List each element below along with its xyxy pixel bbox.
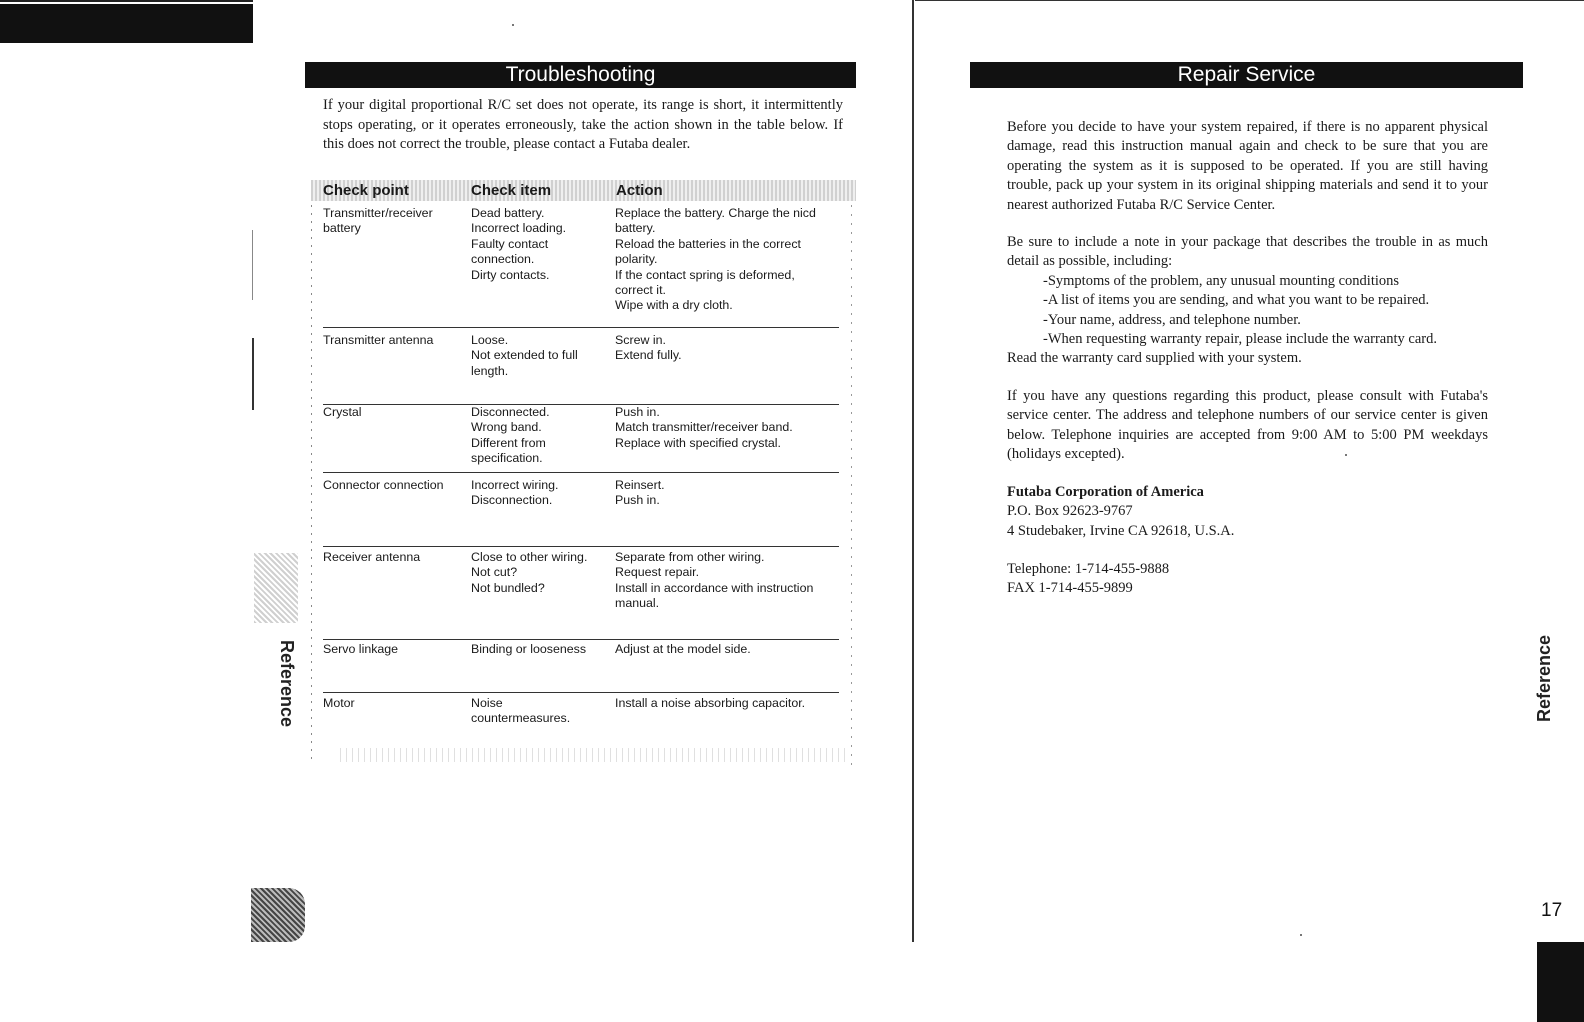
action: If the contact spring is deformed, correct it. xyxy=(615,267,795,298)
edge-mark xyxy=(252,338,254,410)
table-right-border xyxy=(851,205,852,765)
check-item: Not cut? xyxy=(471,565,518,580)
table-header xyxy=(311,180,856,201)
scan-speck xyxy=(1345,454,1347,456)
action: Adjust at the model side. xyxy=(615,642,751,656)
row-divider xyxy=(323,472,839,473)
check-items xyxy=(471,642,606,657)
action: Install a noise absorbing capacitor. xyxy=(615,696,806,710)
row-divider xyxy=(323,546,839,547)
column-header-action: Action xyxy=(616,182,663,199)
scan-speck xyxy=(512,24,514,26)
check-item: Binding or looseness xyxy=(471,642,587,656)
check-item: Different from specification. xyxy=(471,435,546,466)
repair-paragraph-2 xyxy=(1007,233,1488,369)
check-items xyxy=(471,206,606,283)
fax: FAX 1-714-455-9899 xyxy=(1007,580,1133,597)
check-point: Transmitter/receiver battery xyxy=(323,206,433,236)
top-rule-right xyxy=(915,0,1584,1)
action: Separate from other wiring. xyxy=(615,550,765,564)
page-corner-tab xyxy=(251,888,305,942)
action: Reinsert. xyxy=(615,478,665,492)
row-divider xyxy=(323,639,839,640)
row-divider xyxy=(323,327,839,328)
row-divider xyxy=(323,692,839,693)
side-tab-reference-right: Reference xyxy=(1534,634,1554,722)
action: Install in accordance with instruction manual. xyxy=(615,580,814,611)
page-number: 17 xyxy=(1541,900,1563,921)
bottom-right-bar xyxy=(1537,942,1584,1022)
actions xyxy=(615,333,837,364)
repair-service-heading: Repair Service xyxy=(970,62,1523,88)
actions xyxy=(615,206,837,314)
check-item: Not bundled? xyxy=(471,580,545,595)
check-items xyxy=(471,405,606,467)
contact-numbers xyxy=(1007,560,1169,599)
top-thin-line xyxy=(0,0,253,2)
action: Screw in. xyxy=(615,333,666,347)
check-item: Not extended to full length. xyxy=(471,348,578,378)
address-line-1: P.O. Box 92623-9767 xyxy=(1007,503,1133,520)
actions xyxy=(615,550,837,612)
scan-speck xyxy=(1300,934,1302,936)
actions xyxy=(615,405,837,451)
address-line-2: 4 Studebaker, Irvine CA 92618, U.S.A. xyxy=(1007,522,1235,539)
check-point: Servo linkage xyxy=(323,642,399,656)
repair-list-item: -Your name, address, and telephone number. xyxy=(1043,311,1301,328)
check-item: Dirty contacts. xyxy=(471,267,550,282)
troubleshooting-heading: Troubleshooting xyxy=(305,62,856,88)
action: Request repair. xyxy=(615,565,700,580)
repair-list-item: -When requesting warranty repair, please include the warranty card. xyxy=(1043,331,1437,348)
repair-list-item: -Symptoms of the problem, any unusual mounting conditions xyxy=(1043,272,1400,289)
column-header-check-point: Check point xyxy=(323,182,409,199)
actions xyxy=(615,642,837,657)
action: Wipe with a dry cloth. xyxy=(615,298,733,313)
edge-mark xyxy=(252,230,253,300)
repair-paragraph-3: If you have any questions regarding this product, please consult with Futaba's service center. The address and telephone numbers of our service center is given below. Telephone inquiries are accepted from 9:00 AM to 5:00 PM weekdays (holidays excepted). xyxy=(1007,388,1488,463)
page-spine xyxy=(912,0,914,942)
check-item: Disconnection. xyxy=(471,493,553,508)
troubleshooting-intro: If your digital proportional R/C set does not operate, its range is short, it intermittently stops operating, or it operates erroneously, take the action shown in the table below. If this does not correct the trouble, please contact a Futaba dealer. xyxy=(323,97,843,152)
table-left-border xyxy=(311,205,312,765)
check-point: Connector connection xyxy=(323,478,444,492)
check-item: Incorrect loading. xyxy=(471,221,567,236)
action: Push in. xyxy=(615,405,660,419)
check-item: Loose. xyxy=(471,333,509,347)
check-item: Faulty contact connection. xyxy=(471,236,549,267)
check-items xyxy=(471,333,606,379)
check-item: Incorrect wiring. xyxy=(471,478,559,492)
check-point: Receiver antenna xyxy=(323,550,421,564)
check-point: Crystal xyxy=(323,405,362,419)
telephone: Telephone: 1-714-455-9888 xyxy=(1007,561,1170,577)
action: Push in. xyxy=(615,493,660,508)
side-tab-reference-left: Reference xyxy=(277,640,297,728)
check-item: Disconnected. xyxy=(471,405,550,419)
check-point: Motor xyxy=(323,696,355,710)
action: Extend fully. xyxy=(615,348,682,363)
check-item: Dead battery. xyxy=(471,206,545,220)
top-black-bar xyxy=(0,4,253,43)
check-items xyxy=(471,696,606,727)
company-name: Futaba Corporation of America xyxy=(1007,484,1204,500)
scan-noise xyxy=(340,748,850,762)
action: Replace with specified crystal. xyxy=(615,435,781,450)
action: Match transmitter/receiver band. xyxy=(615,420,793,435)
column-header-check-item: Check item xyxy=(471,182,552,199)
check-items xyxy=(471,550,606,596)
repair-paragraph-1: Before you decide to have your system repaired, if there is no apparent physical damage, read this instruction manual again and check to be sure that you are operating the system as it is supposed to be operated. If you are still having trouble, pack up your system in its original shipping materials and send it to your nearest authorized Futaba R/C Service Center. xyxy=(1007,119,1488,213)
repair-paragraph-2-lead: Be sure to include a note in your package that describes the trouble in as much detail as possible, including: xyxy=(1007,234,1488,270)
action: Replace the battery. Charge the nicd battery. xyxy=(615,206,816,236)
action: Reload the batteries in the correct polarity. xyxy=(615,236,801,267)
check-item: Close to other wiring. xyxy=(471,550,588,564)
repair-paragraph-2-tail: Read the warranty card supplied with your system. xyxy=(1007,350,1302,367)
check-items xyxy=(471,478,606,509)
actions xyxy=(615,478,837,509)
check-point: Transmitter antenna xyxy=(323,333,434,347)
halftone-pattern xyxy=(254,553,298,623)
service-center-address xyxy=(1007,483,1234,541)
check-item: Wrong band. xyxy=(471,420,542,435)
check-item: Noise countermeasures. xyxy=(471,696,571,726)
repair-list-item: -A list of items you are sending, and what you want to be repaired. xyxy=(1043,292,1430,309)
actions xyxy=(615,696,837,711)
